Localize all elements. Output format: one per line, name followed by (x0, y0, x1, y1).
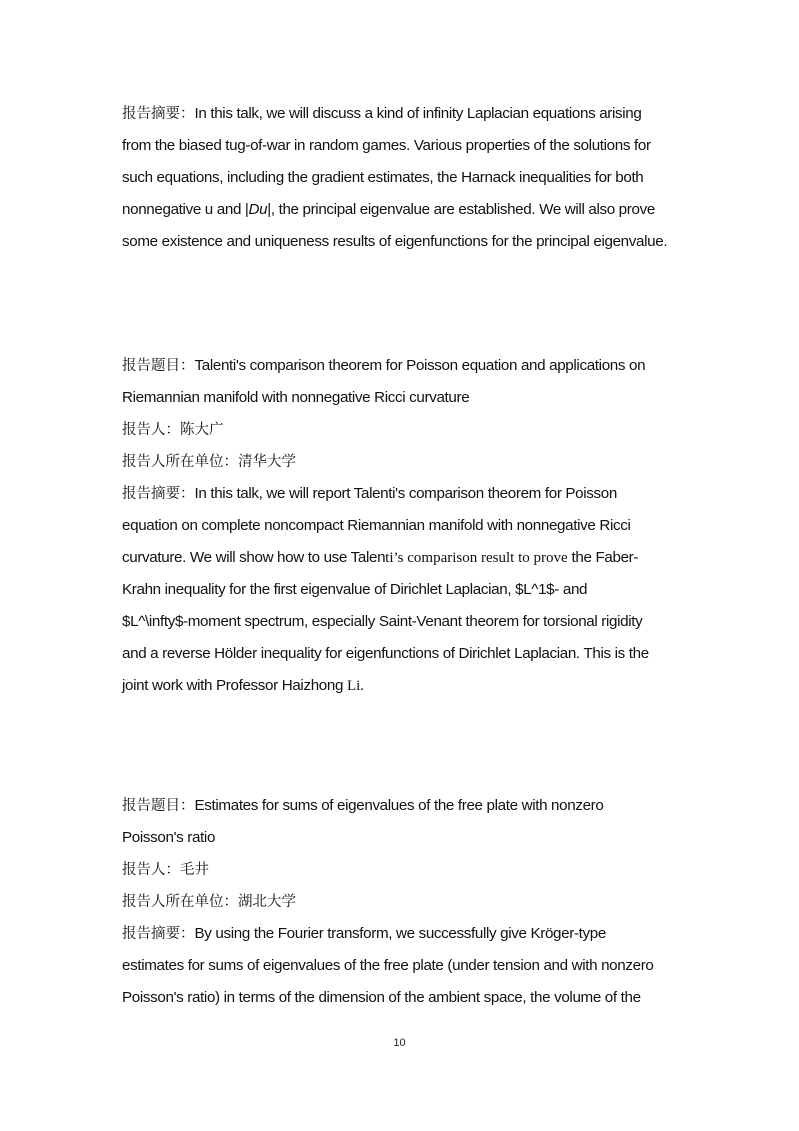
abstract-line: from the biased tug-of-war in random games. Various properties of the solutions for (122, 137, 651, 154)
title-label: 报告题目： (122, 358, 195, 374)
abstract-label: 报告摘要： (122, 486, 195, 502)
affiliation-name: 清华大学 (238, 454, 296, 470)
abstract-line: 报告摘要：In this talk, we will report Talenti's comparison theorem for Poisson (122, 485, 617, 502)
abstract-line: such equations, including the gradient estimates, the Harnack inequalities for both (122, 169, 644, 186)
speaker-label: 报告人： (122, 862, 180, 878)
abstract-line: joint work with Professor Haizhong Li. (122, 677, 365, 694)
talk-title-line: Poisson's ratio (122, 829, 216, 846)
abstract-line: 报告摘要：In this talk, we will discuss a kind of infinity Laplacian equations arising (122, 105, 642, 122)
abstract-line: Krahn inequality for the first eigenvalue of Dirichlet Laplacian, $L^1$- and (122, 581, 588, 598)
abstract-line: some existence and uniqueness results of eigenfunctions for the principal eigenvalue. (122, 233, 668, 250)
abstract-label: 报告摘要： (122, 106, 195, 122)
affiliation-label: 报告人所在单位： (122, 894, 238, 910)
abstract-line: Poisson's ratio) in terms of the dimension of the ambient space, the volume of the (122, 989, 641, 1006)
page-number: 10 (393, 1037, 406, 1049)
speaker-name: 毛井 (180, 862, 209, 878)
affiliation-line (122, 453, 702, 471)
abstract-line: 报告摘要：By using the Fourier transform, we successfully give Kröger-type (122, 925, 606, 942)
speaker-line (122, 421, 702, 439)
abstract-line: $L^\infty$-moment spectrum, especially Saint-Venant theorem for torsional rigidity (122, 613, 643, 630)
affiliation-line (122, 893, 702, 911)
abstract-line: curvature. We will show how to use Talenti’s comparison result to prove the Faber- (122, 549, 639, 566)
affiliation-name: 湖北大学 (238, 894, 296, 910)
affiliation-label: 报告人所在单位： (122, 454, 238, 470)
abstract-line: nonnegative u and |Du|, the principal eigenvalue are established. We will also prove (122, 201, 655, 218)
talk-title-line: Riemannian manifold with nonnegative Ricci curvature (122, 389, 470, 406)
abstract-label: 报告摘要： (122, 926, 195, 942)
speaker-label: 报告人： (122, 422, 180, 438)
title-label: 报告题目： (122, 798, 195, 814)
abstract-line: and a reverse Hölder inequality for eigenfunctions of Dirichlet Laplacian. This is the (122, 645, 649, 662)
speaker-name: 陈大广 (180, 422, 224, 438)
abstract-line: estimates for sums of eigenvalues of the free plate (under tension and with nonzero (122, 957, 654, 974)
talk-title-line: 报告题目：Talenti's comparison theorem for Poisson equation and applications on (122, 357, 646, 374)
talk-title-line: 报告题目：Estimates for sums of eigenvalues of the free plate with nonzero (122, 797, 604, 814)
abstract-line: equation on complete noncompact Riemannian manifold with nonnegative Ricci (122, 517, 631, 534)
speaker-line (122, 861, 702, 879)
